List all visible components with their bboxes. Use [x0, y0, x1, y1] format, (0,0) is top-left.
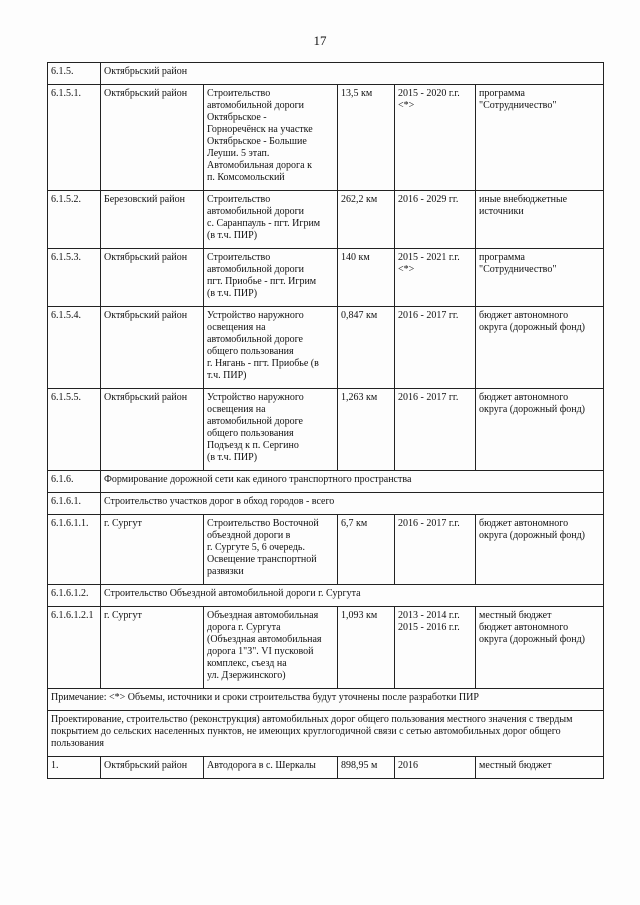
- length-cell: 1,093 км: [338, 607, 395, 689]
- row-number: 6.1.5.2.: [48, 191, 101, 249]
- period-cell: 2016 - 2017 г.г.: [395, 515, 476, 585]
- table-row: [48, 191, 604, 249]
- section-row: [48, 493, 604, 515]
- district-cell: г. Сургут: [101, 607, 204, 689]
- object-cell: Строительство автомобильной дороги пгт. Приобье - пгт. Игрим (в т.ч. ПИР): [204, 249, 338, 307]
- section-title: Формирование дорожной сети как единого транспортного пространства: [101, 471, 604, 493]
- row-number: 6.1.6.1.2.1: [48, 607, 101, 689]
- object-cell: Устройство наружного освещения на автомобильной дороге общего пользования Подъезд к п. Сергино (в т.ч. ПИР): [204, 389, 338, 471]
- section-number: 6.1.6.: [48, 471, 101, 493]
- section-row: [48, 63, 604, 85]
- table-row: [48, 249, 604, 307]
- section-title: Строительство участков дорог в обход городов - всего: [101, 493, 604, 515]
- row-number: 6.1.5.4.: [48, 307, 101, 389]
- object-cell: Строительство Восточной объездной дороги в г. Сургуте 5, 6 очередь. Освещение транспортной развязки: [204, 515, 338, 585]
- object-cell: Строительство автомобильной дороги Октябрьское - Горноречёнск на участке Октябрьское - Большие Леуши. 5 этап. Автомобильная дорога к п. Комсомольский: [204, 85, 338, 191]
- section-row: [48, 471, 604, 493]
- object-cell: Автодорога в с. Шеркалы: [204, 757, 338, 779]
- table-row: [48, 515, 604, 585]
- object-cell: Устройство наружного освещения на автомобильной дороге общего пользования г. Нягань - пгт. Приобье (в т.ч. ПИР): [204, 307, 338, 389]
- note-row: [48, 711, 604, 757]
- funding-source-cell: программа "Сотрудничество": [476, 85, 604, 191]
- table-row: [48, 757, 604, 779]
- table-row: [48, 85, 604, 191]
- funding-source-cell: местный бюджет: [476, 757, 604, 779]
- funding-source-cell: бюджет автономного округа (дорожный фонд): [476, 389, 604, 471]
- period-cell: 2015 - 2021 г.г. <*>: [395, 249, 476, 307]
- table-row: [48, 607, 604, 689]
- period-cell: 2016 - 2017 гг.: [395, 389, 476, 471]
- period-cell: 2016: [395, 757, 476, 779]
- period-cell: 2013 - 2014 г.г. 2015 - 2016 г.г.: [395, 607, 476, 689]
- district-cell: Октябрьский район: [101, 85, 204, 191]
- table-row: [48, 307, 604, 389]
- district-cell: Октябрьский район: [101, 307, 204, 389]
- row-number: 6.1.5.3.: [48, 249, 101, 307]
- note-row: [48, 689, 604, 711]
- row-number: 1.: [48, 757, 101, 779]
- page-number: 17: [313, 33, 327, 48]
- note-text: Проектирование, строительство (реконструкция) автомобильных дорог общего пользования местного значения с твердым покрытием до сельских населенных пунктов, не имеющих круглогодичной связи с сетью автомобильных дорог общего пользования: [48, 711, 604, 757]
- section-title: Строительство Объездной автомобильной дороги г. Сургута: [101, 585, 604, 607]
- length-cell: 13,5 км: [338, 85, 395, 191]
- section-number: 6.1.6.1.: [48, 493, 101, 515]
- section-row: [48, 585, 604, 607]
- length-cell: 1,263 км: [338, 389, 395, 471]
- row-number: 6.1.6.1.1.: [48, 515, 101, 585]
- district-cell: г. Сургут: [101, 515, 204, 585]
- funding-source-cell: местный бюджет бюджет автономного округа (дорожный фонд): [476, 607, 604, 689]
- period-cell: 2016 - 2029 гг.: [395, 191, 476, 249]
- length-cell: 0,847 км: [338, 307, 395, 389]
- length-cell: 262,2 км: [338, 191, 395, 249]
- period-cell: 2015 - 2020 г.г. <*>: [395, 85, 476, 191]
- district-cell: Октябрьский район: [101, 757, 204, 779]
- row-number: 6.1.5.1.: [48, 85, 101, 191]
- district-cell: Октябрьский район: [101, 249, 204, 307]
- table-row: [48, 389, 604, 471]
- length-cell: 140 км: [338, 249, 395, 307]
- construction-table: [47, 62, 604, 779]
- object-cell: Объездная автомобильная дорога г. Сургута (Объездная автомобильная дорога 1"З". VI пусковой комплекс, съезд на ул. Дзержинского): [204, 607, 338, 689]
- object-cell: Строительство автомобильной дороги с. Саранпауль - пгт. Игрим (в т.ч. ПИР): [204, 191, 338, 249]
- row-number: 6.1.5.5.: [48, 389, 101, 471]
- section-title: Октябрьский район: [101, 63, 604, 85]
- table-body: [48, 63, 604, 779]
- note-text: Примечание: <*> Объемы, источники и сроки строительства будут уточнены после разработки ПИР: [48, 689, 604, 711]
- funding-source-cell: программа "Сотрудничество": [476, 249, 604, 307]
- district-cell: Октябрьский район: [101, 389, 204, 471]
- period-cell: 2016 - 2017 гг.: [395, 307, 476, 389]
- length-cell: 6,7 км: [338, 515, 395, 585]
- district-cell: Березовский район: [101, 191, 204, 249]
- funding-source-cell: бюджет автономного округа (дорожный фонд): [476, 307, 604, 389]
- funding-source-cell: бюджет автономного округа (дорожный фонд): [476, 515, 604, 585]
- funding-source-cell: иные внебюджетные источники: [476, 191, 604, 249]
- section-number: 6.1.6.1.2.: [48, 585, 101, 607]
- section-number: 6.1.5.: [48, 63, 101, 85]
- length-cell: 898,95 м: [338, 757, 395, 779]
